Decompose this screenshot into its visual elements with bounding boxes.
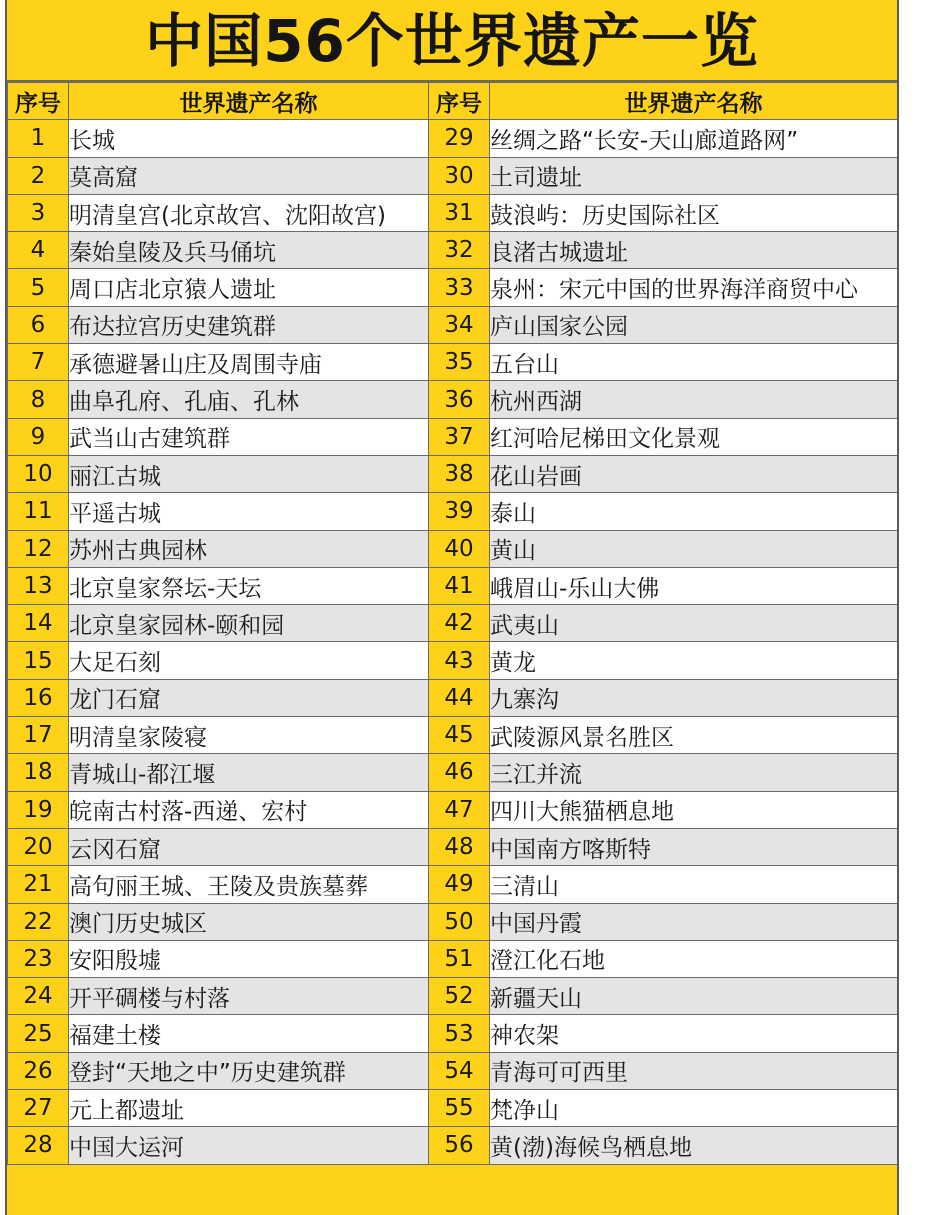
- heritage-number: 50: [429, 903, 490, 940]
- heritage-number: 40: [429, 530, 490, 567]
- table-row: [8, 381, 898, 418]
- heritage-number: 25: [8, 1015, 69, 1052]
- heritage-name: 丽江古城: [69, 455, 429, 492]
- heritage-name: 土司遗址: [490, 157, 898, 194]
- heritage-number: 38: [429, 455, 490, 492]
- heritage-name: 福建土楼: [69, 1015, 429, 1052]
- heritage-name: 中国南方喀斯特: [490, 828, 898, 865]
- table-row: [8, 567, 898, 604]
- heritage-number: 44: [429, 679, 490, 716]
- heritage-number: 35: [429, 344, 490, 381]
- heritage-name: 元上都遗址: [69, 1090, 429, 1127]
- heritage-number: 8: [8, 381, 69, 418]
- heritage-number: 20: [8, 828, 69, 865]
- heritage-name: 三清山: [490, 866, 898, 903]
- page-title: 中国56个世界遗产一览: [7, 0, 897, 82]
- heritage-name: 青海可可西里: [490, 1052, 898, 1089]
- heritage-name: 泉州：宋元中国的世界海洋商贸中心: [490, 269, 898, 306]
- heritage-name: 四川大熊猫栖息地: [490, 791, 898, 828]
- heritage-number: 5: [8, 269, 69, 306]
- heritage-name: 黄龙: [490, 642, 898, 679]
- heritage-name: 北京皇家园林-颐和园: [69, 605, 429, 642]
- heritage-name: 良渚古城遗址: [490, 232, 898, 269]
- header-name-left: 世界遗产名称: [69, 83, 429, 120]
- heritage-sheet: [5, 0, 899, 1215]
- heritage-table: [7, 82, 898, 1165]
- heritage-number: 37: [429, 418, 490, 455]
- heritage-name: 龙门石窟: [69, 679, 429, 716]
- table-row: [8, 828, 898, 865]
- heritage-number: 43: [429, 642, 490, 679]
- heritage-name: 安阳殷墟: [69, 940, 429, 977]
- heritage-number: 15: [8, 642, 69, 679]
- heritage-number: 29: [429, 120, 490, 157]
- heritage-number: 42: [429, 605, 490, 642]
- heritage-name: 明清皇宫(北京故宫、沈阳故宫): [69, 194, 429, 231]
- heritage-name: 平遥古城: [69, 493, 429, 530]
- heritage-number: 52: [429, 978, 490, 1015]
- heritage-number: 32: [429, 232, 490, 269]
- table-row: [8, 418, 898, 455]
- heritage-number: 22: [8, 903, 69, 940]
- table-row: [8, 717, 898, 754]
- table-row: [8, 1127, 898, 1164]
- table-row: [8, 269, 898, 306]
- heritage-name: 峨眉山-乐山大佛: [490, 567, 898, 604]
- heritage-number: 9: [8, 418, 69, 455]
- heritage-number: 2: [8, 157, 69, 194]
- table-row: [8, 530, 898, 567]
- heritage-number: 49: [429, 866, 490, 903]
- heritage-number: 54: [429, 1052, 490, 1089]
- heritage-name: 大足石刻: [69, 642, 429, 679]
- heritage-name: 杭州西湖: [490, 381, 898, 418]
- table-row: [8, 791, 898, 828]
- table-row: [8, 679, 898, 716]
- heritage-number: 14: [8, 605, 69, 642]
- heritage-name: 五台山: [490, 344, 898, 381]
- heritage-name: 中国大运河: [69, 1127, 429, 1164]
- heritage-number: 17: [8, 717, 69, 754]
- heritage-number: 21: [8, 866, 69, 903]
- table-row: [8, 493, 898, 530]
- heritage-number: 55: [429, 1090, 490, 1127]
- table-row: [8, 940, 898, 977]
- heritage-number: 53: [429, 1015, 490, 1052]
- heritage-name: 澳门历史城区: [69, 903, 429, 940]
- heritage-name: 布达拉宫历史建筑群: [69, 306, 429, 343]
- heritage-name: 澄江化石地: [490, 940, 898, 977]
- heritage-number: 27: [8, 1090, 69, 1127]
- heritage-number: 24: [8, 978, 69, 1015]
- table-row: [8, 194, 898, 231]
- table-row: [8, 120, 898, 157]
- heritage-number: 48: [429, 828, 490, 865]
- heritage-name: 周口店北京猿人遗址: [69, 269, 429, 306]
- table-row: [8, 866, 898, 903]
- heritage-name: 长城: [69, 120, 429, 157]
- heritage-name: 梵净山: [490, 1090, 898, 1127]
- heritage-name: 九寨沟: [490, 679, 898, 716]
- heritage-name: 新疆天山: [490, 978, 898, 1015]
- heritage-name: 青城山-都江堰: [69, 754, 429, 791]
- table-row: [8, 306, 898, 343]
- heritage-number: 16: [8, 679, 69, 716]
- heritage-name: 黄山: [490, 530, 898, 567]
- heritage-number: 39: [429, 493, 490, 530]
- heritage-name: 莫高窟: [69, 157, 429, 194]
- heritage-name: 高句丽王城、王陵及贵族墓葬: [69, 866, 429, 903]
- heritage-number: 6: [8, 306, 69, 343]
- heritage-number: 45: [429, 717, 490, 754]
- heritage-name: 武夷山: [490, 605, 898, 642]
- heritage-name: 曲阜孔府、孔庙、孔林: [69, 381, 429, 418]
- table-row: [8, 157, 898, 194]
- heritage-name: 泰山: [490, 493, 898, 530]
- heritage-number: 26: [8, 1052, 69, 1089]
- table-row: [8, 754, 898, 791]
- heritage-name: 皖南古村落-西递、宏村: [69, 791, 429, 828]
- header-num-left: 序号: [8, 83, 69, 120]
- header-num-right: 序号: [429, 83, 490, 120]
- heritage-name: 中国丹霞: [490, 903, 898, 940]
- heritage-name: 明清皇家陵寝: [69, 717, 429, 754]
- heritage-number: 1: [8, 120, 69, 157]
- heritage-number: 51: [429, 940, 490, 977]
- heritage-number: 47: [429, 791, 490, 828]
- heritage-name: 武当山古建筑群: [69, 418, 429, 455]
- heritage-name: 神农架: [490, 1015, 898, 1052]
- heritage-name: 三江并流: [490, 754, 898, 791]
- heritage-number: 41: [429, 567, 490, 604]
- heritage-name: 花山岩画: [490, 455, 898, 492]
- heritage-number: 36: [429, 381, 490, 418]
- heritage-number: 13: [8, 567, 69, 604]
- heritage-name: 丝绸之路“长安-天山廊道路网”: [490, 120, 898, 157]
- heritage-name: 鼓浪屿：历史国际社区: [490, 194, 898, 231]
- heritage-number: 11: [8, 493, 69, 530]
- heritage-name: 红河哈尼梯田文化景观: [490, 418, 898, 455]
- heritage-number: 23: [8, 940, 69, 977]
- table-row: [8, 232, 898, 269]
- table-header-row: [8, 83, 898, 120]
- table-row: [8, 605, 898, 642]
- heritage-number: 31: [429, 194, 490, 231]
- heritage-number: 4: [8, 232, 69, 269]
- heritage-name: 黄(渤)海候鸟栖息地: [490, 1127, 898, 1164]
- heritage-number: 18: [8, 754, 69, 791]
- table-body: [8, 120, 898, 1164]
- heritage-number: 33: [429, 269, 490, 306]
- table-row: [8, 1015, 898, 1052]
- table-row: [8, 1090, 898, 1127]
- heritage-name: 武陵源风景名胜区: [490, 717, 898, 754]
- table-row: [8, 1052, 898, 1089]
- heritage-name: 云冈石窟: [69, 828, 429, 865]
- heritage-number: 7: [8, 344, 69, 381]
- heritage-name: 开平碉楼与村落: [69, 978, 429, 1015]
- heritage-number: 10: [8, 455, 69, 492]
- heritage-number: 19: [8, 791, 69, 828]
- table-row: [8, 455, 898, 492]
- header-name-right: 世界遗产名称: [490, 83, 898, 120]
- table-row: [8, 642, 898, 679]
- heritage-name: 北京皇家祭坛-天坛: [69, 567, 429, 604]
- heritage-name: 承德避暑山庄及周围寺庙: [69, 344, 429, 381]
- table-row: [8, 903, 898, 940]
- heritage-number: 56: [429, 1127, 490, 1164]
- heritage-number: 12: [8, 530, 69, 567]
- heritage-name: 庐山国家公园: [490, 306, 898, 343]
- heritage-number: 46: [429, 754, 490, 791]
- heritage-number: 28: [8, 1127, 69, 1164]
- table-row: [8, 978, 898, 1015]
- heritage-name: 秦始皇陵及兵马俑坑: [69, 232, 429, 269]
- heritage-number: 30: [429, 157, 490, 194]
- table-row: [8, 344, 898, 381]
- heritage-name: 登封“天地之中”历史建筑群: [69, 1052, 429, 1089]
- heritage-number: 34: [429, 306, 490, 343]
- heritage-number: 3: [8, 194, 69, 231]
- heritage-name: 苏州古典园林: [69, 530, 429, 567]
- footer-strip: [7, 1207, 897, 1215]
